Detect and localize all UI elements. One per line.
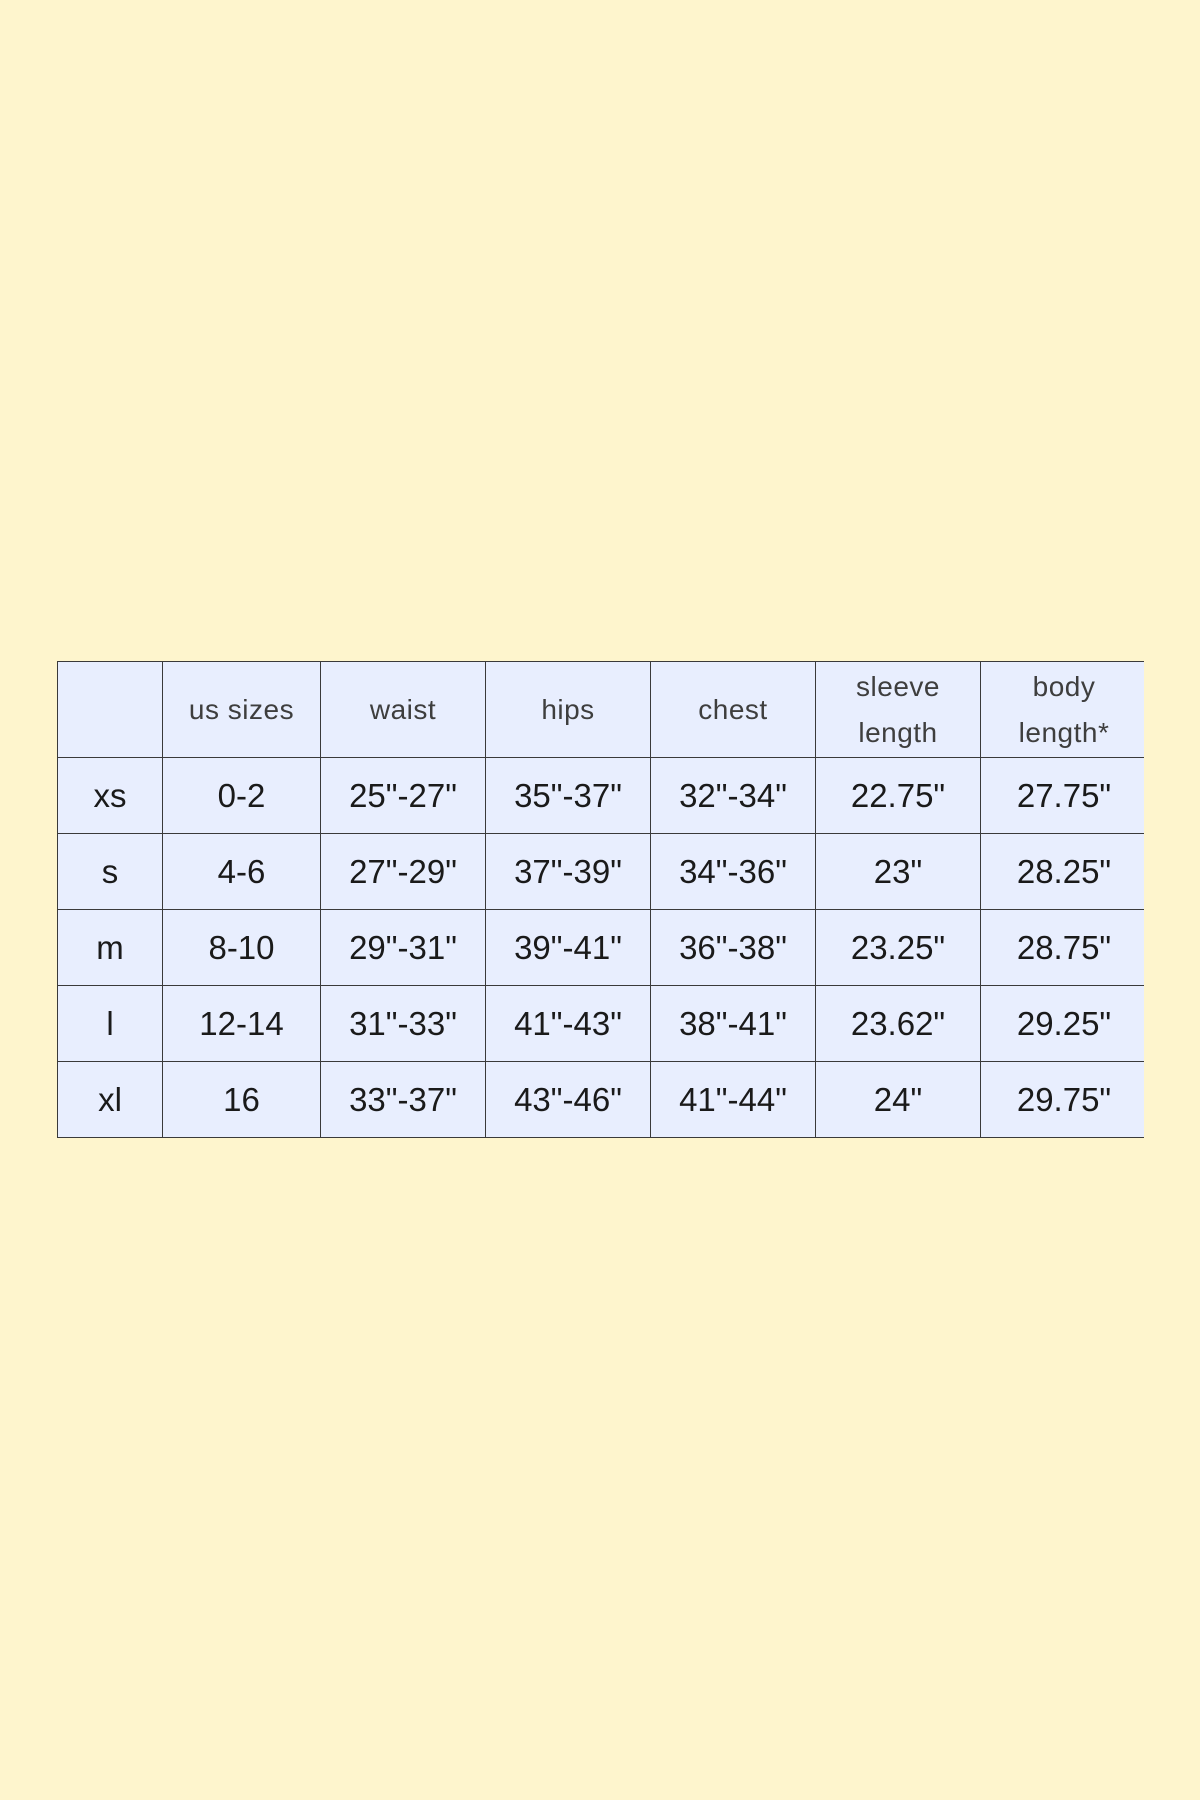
cell-body-length: 27.75": [981, 758, 1145, 834]
cell-size-label: s: [58, 834, 163, 910]
cell-waist: 29"-31": [321, 910, 486, 986]
cell-body-length: 28.75": [981, 910, 1145, 986]
cell-waist: 31"-33": [321, 986, 486, 1062]
cell-chest: 41"-44": [651, 1062, 816, 1138]
cell-chest: 34"-36": [651, 834, 816, 910]
header-cell-hips: hips: [486, 662, 651, 758]
cell-size-label: xl: [58, 1062, 163, 1138]
cell-hips: 43"-46": [486, 1062, 651, 1138]
cell-body-length: 29.75": [981, 1062, 1145, 1138]
cell-hips: 41"-43": [486, 986, 651, 1062]
cell-chest: 36"-38": [651, 910, 816, 986]
cell-hips: 35"-37": [486, 758, 651, 834]
cell-body-length: 29.25": [981, 986, 1145, 1062]
size-chart-table: [57, 661, 1144, 1138]
table-row: [58, 1062, 1145, 1138]
header-cell-chest: chest: [651, 662, 816, 758]
cell-hips: 39"-41": [486, 910, 651, 986]
table-row: [58, 758, 1145, 834]
header-cell-waist: waist: [321, 662, 486, 758]
table-row: [58, 986, 1145, 1062]
cell-body-length: 28.25": [981, 834, 1145, 910]
cell-size-label: l: [58, 986, 163, 1062]
header-cell-sleeve-length: sleeve length: [816, 662, 981, 758]
table-row: [58, 910, 1145, 986]
cell-chest: 38"-41": [651, 986, 816, 1062]
cell-us-sizes: 8-10: [163, 910, 321, 986]
cell-chest: 32"-34": [651, 758, 816, 834]
cell-size-label: m: [58, 910, 163, 986]
cell-sleeve-length: 23": [816, 834, 981, 910]
cell-hips: 37"-39": [486, 834, 651, 910]
cell-us-sizes: 0-2: [163, 758, 321, 834]
header-cell-body-length: body length*: [981, 662, 1145, 758]
header-cell-us-sizes: us sizes: [163, 662, 321, 758]
cell-sleeve-length: 24": [816, 1062, 981, 1138]
cell-waist: 27"-29": [321, 834, 486, 910]
cell-sleeve-length: 23.62": [816, 986, 981, 1062]
header-cell-size: [58, 662, 163, 758]
cell-waist: 25"-27": [321, 758, 486, 834]
cell-us-sizes: 4-6: [163, 834, 321, 910]
cell-size-label: xs: [58, 758, 163, 834]
table-row: [58, 834, 1145, 910]
cell-us-sizes: 16: [163, 1062, 321, 1138]
cell-us-sizes: 12-14: [163, 986, 321, 1062]
cell-sleeve-length: 23.25": [816, 910, 981, 986]
cell-waist: 33"-37": [321, 1062, 486, 1138]
size-chart-container: [57, 661, 1144, 1138]
header-row: [58, 662, 1145, 758]
cell-sleeve-length: 22.75": [816, 758, 981, 834]
